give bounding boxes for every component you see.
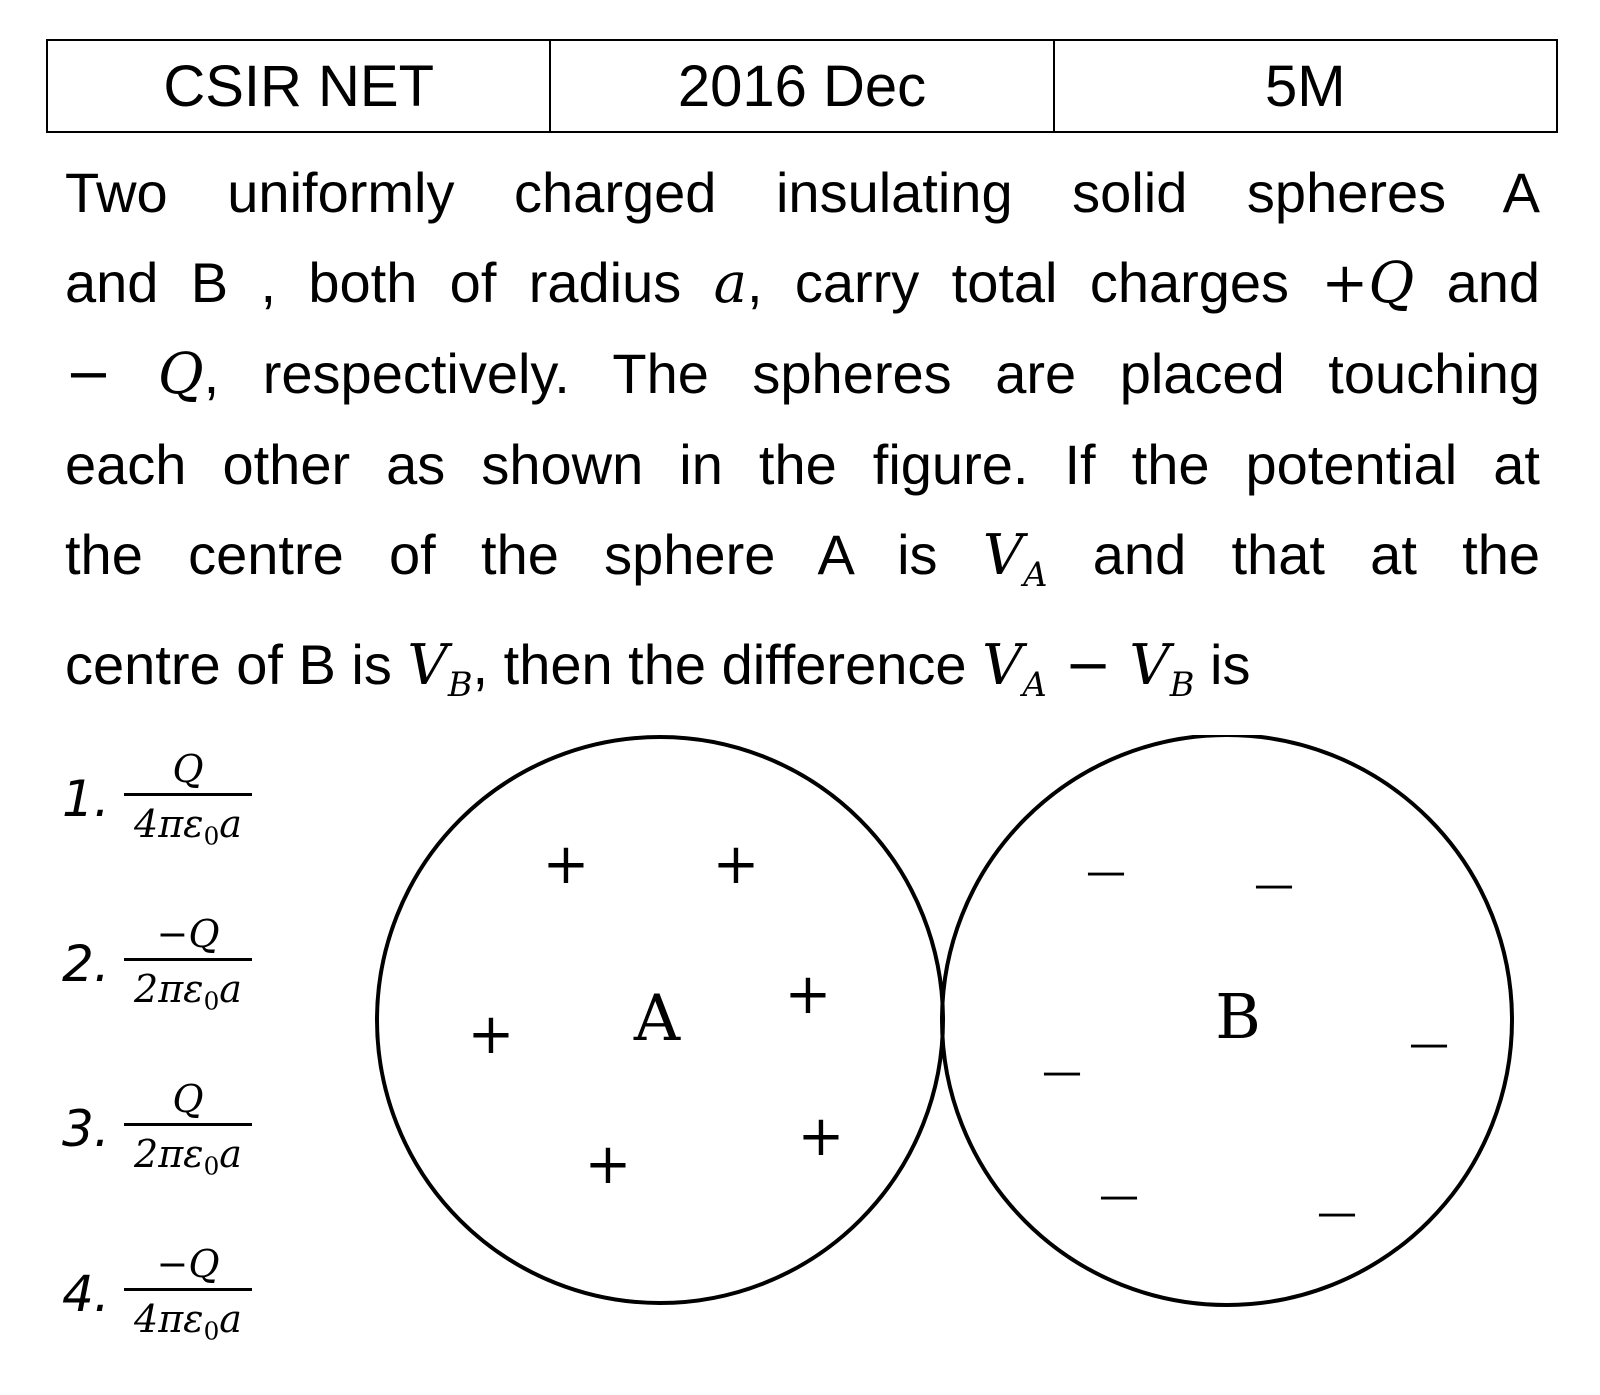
radius-variable: a bbox=[713, 251, 747, 316]
sphere-a-label: A bbox=[633, 982, 681, 1056]
exam-name-cell: CSIR NET bbox=[47, 40, 550, 132]
option-3-label: 3. bbox=[62, 1100, 110, 1158]
option-4[interactable] bbox=[62, 1240, 282, 1360]
plus-sign: + bbox=[712, 832, 760, 897]
option-4-label: 4. bbox=[62, 1265, 110, 1323]
option-3-fraction: $\frac{Q}{2\pi\varepsilon_0a}$ bbox=[124, 1075, 252, 1176]
plus-sign: + bbox=[542, 832, 590, 897]
potential-va: $V_A$ bbox=[982, 523, 1048, 594]
option-1-label: 1. bbox=[62, 770, 110, 828]
spheres-figure bbox=[370, 735, 1550, 1375]
minus-sign: — bbox=[1317, 1190, 1357, 1236]
plus-sign: + bbox=[784, 962, 832, 1027]
charge-minus-q: Q bbox=[157, 342, 204, 407]
minus-sign: — bbox=[1099, 1173, 1139, 1219]
exam-session-cell: 2016 Dec bbox=[550, 40, 1053, 132]
minus-sign: — bbox=[1409, 1021, 1449, 1067]
minus-sign: — bbox=[1254, 862, 1294, 908]
option-2-label: 2. bbox=[62, 935, 110, 993]
option-1[interactable] bbox=[62, 745, 282, 865]
option-1-fraction: $\frac{Q}{4\pi\varepsilon_0a}$ bbox=[124, 745, 252, 846]
potential-vb: $V_B$ bbox=[407, 632, 473, 704]
plus-sign: + bbox=[797, 1104, 845, 1169]
minus-sign: — bbox=[1086, 849, 1126, 895]
marks-cell: 5M bbox=[1054, 40, 1557, 132]
option-4-fraction: $\frac{-Q}{4\pi\varepsilon_0a}$ bbox=[124, 1240, 252, 1341]
question-line-4: each other as shown in the figure. If the potential at bbox=[65, 433, 1540, 496]
option-2[interactable] bbox=[62, 910, 282, 1030]
question-line-6: centre of B is $V_B$, then the difference $V_A - V_B$ is bbox=[65, 632, 1251, 704]
difference-va: $V_A$ bbox=[982, 632, 1047, 704]
question-header-table bbox=[46, 39, 1558, 133]
option-2-fraction: $\frac{-Q}{2\pi\varepsilon_0a}$ bbox=[124, 910, 252, 1011]
difference-vb: $V_B$ bbox=[1129, 632, 1195, 704]
sphere-b-label: B bbox=[1215, 980, 1261, 1053]
minus-sign: — bbox=[1042, 1049, 1082, 1095]
plus-sign: + bbox=[467, 1002, 515, 1067]
charge-plus-q: +Q bbox=[1321, 251, 1415, 316]
question-text bbox=[65, 148, 1540, 730]
question-line-3: − Q, respectively. The spheres are placed touching bbox=[65, 342, 1540, 407]
question-line-2: and B , both of radius a, carry total charges +Q and bbox=[65, 251, 1541, 316]
question-line-1: Two uniformly charged insulating solid spheres A bbox=[65, 161, 1540, 224]
question-line-5: the centre of the sphere A is $V_A$ and that at the bbox=[65, 523, 1541, 594]
option-3[interactable] bbox=[62, 1075, 282, 1195]
plus-sign: + bbox=[584, 1132, 632, 1197]
